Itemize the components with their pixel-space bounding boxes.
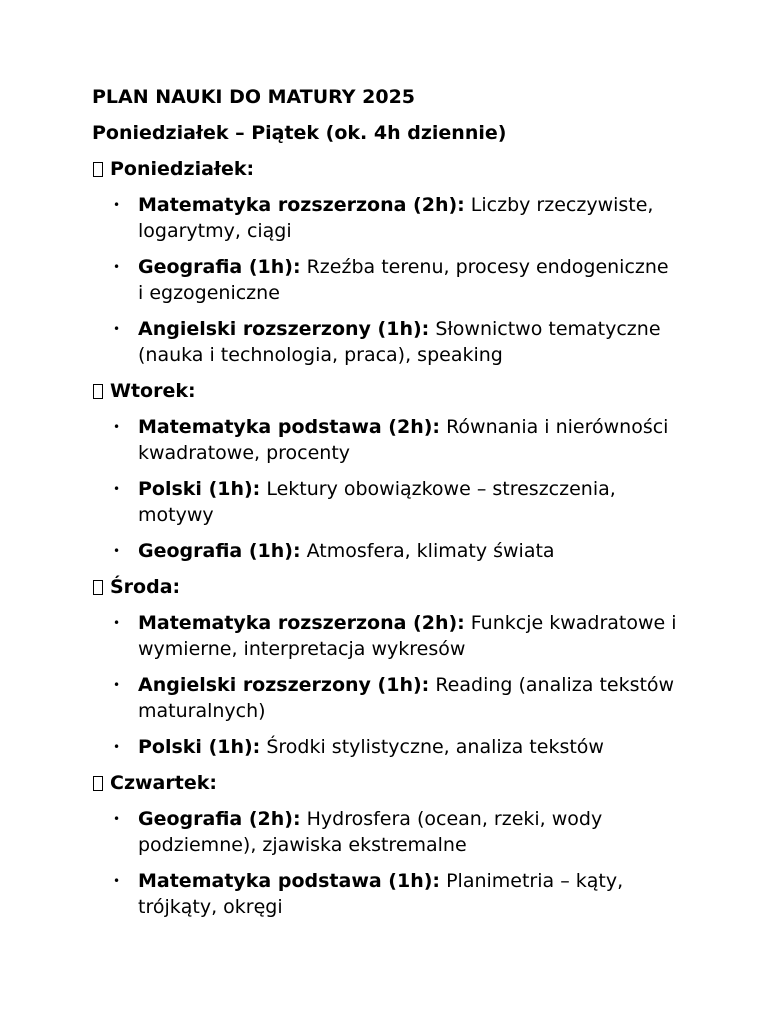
document-subtitle: Poniedziałek – Piątek (ok. 4h dziennie) <box>92 122 507 144</box>
day-heading <box>92 378 692 404</box>
day-heading <box>92 156 692 182</box>
document-page <box>92 84 692 930</box>
bullet-icon: • <box>113 198 121 212</box>
task-topic: Planimetria – kąty, trójkąty, okręgi <box>138 870 624 918</box>
task-subject: Matematyka rozszerzona (2h): <box>138 194 465 216</box>
day-section <box>92 378 692 564</box>
task-subject: Geografia (1h): <box>138 540 301 562</box>
task-subject: Matematyka podstawa (1h): <box>138 870 441 892</box>
bullet-icon: • <box>113 544 121 558</box>
day-name: Poniedziałek: <box>110 158 255 180</box>
task-item <box>92 316 678 368</box>
day-name: Środa: <box>110 576 181 598</box>
task-item <box>92 476 678 528</box>
day-section <box>92 574 692 760</box>
missing-glyph-icon <box>93 384 103 399</box>
task-topic: Równania i nierówności kwadratowe, procenty <box>138 416 669 464</box>
day-name: Wtorek: <box>110 380 196 402</box>
task-topic: Środki stylistyczne, analiza tekstów <box>266 736 604 758</box>
document-title: PLAN NAUKI DO MATURY 2025 <box>92 86 416 108</box>
task-subject: Polski (1h): <box>138 478 261 500</box>
bullet-icon: • <box>113 812 121 826</box>
task-topic: Funkcje kwadratowe i wymierne, interpretacja wykresów <box>138 612 677 660</box>
task-topic: Rzeźba terenu, procesy endogeniczne i egzogeniczne <box>138 256 669 304</box>
task-subject: Geografia (2h): <box>138 808 301 830</box>
task-item <box>92 254 678 306</box>
task-topic: Atmosfera, klimaty świata <box>306 540 555 562</box>
task-topic: Hydrosfera (ocean, rzeki, wody podziemne), zjawiska ekstremalne <box>138 808 603 856</box>
day-heading <box>92 770 692 796</box>
task-subject: Matematyka rozszerzona (2h): <box>138 612 465 634</box>
bullet-icon: • <box>113 874 121 888</box>
day-name: Czwartek: <box>110 772 217 794</box>
task-item <box>92 672 678 724</box>
day-heading <box>92 574 692 600</box>
task-item <box>92 868 678 920</box>
bullet-icon: • <box>113 678 121 692</box>
task-item <box>92 538 678 564</box>
task-item <box>92 806 678 858</box>
task-topic: Liczby rzeczywiste, logarytmy, ciągi <box>138 194 654 242</box>
bullet-icon: • <box>113 616 121 630</box>
task-topic: Lektury obowiązkowe – streszczenia, motywy <box>138 478 616 526</box>
day-section <box>92 156 692 368</box>
task-subject: Matematyka podstawa (2h): <box>138 416 441 438</box>
bullet-icon: • <box>113 420 121 434</box>
task-topic: Słownictwo tematyczne (nauka i technologia, praca), speaking <box>138 318 661 366</box>
days-container <box>92 156 692 920</box>
task-item <box>92 414 678 466</box>
task-subject: Angielski rozszerzony (1h): <box>138 318 430 340</box>
task-list <box>92 610 692 760</box>
task-item <box>92 192 678 244</box>
task-item <box>92 734 678 760</box>
task-list <box>92 806 692 920</box>
missing-glyph-icon <box>93 162 103 177</box>
bullet-icon: • <box>113 260 121 274</box>
task-list <box>92 192 692 368</box>
task-list <box>92 414 692 564</box>
task-subject: Polski (1h): <box>138 736 261 758</box>
missing-glyph-icon <box>93 776 103 791</box>
task-subject: Geografia (1h): <box>138 256 301 278</box>
task-topic: Reading (analiza tekstów maturalnych) <box>138 674 675 722</box>
task-subject: Angielski rozszerzony (1h): <box>138 674 430 696</box>
bullet-icon: • <box>113 322 121 336</box>
day-section <box>92 770 692 920</box>
task-item <box>92 610 678 662</box>
bullet-icon: • <box>113 740 121 754</box>
missing-glyph-icon <box>93 580 103 595</box>
bullet-icon: • <box>113 482 121 496</box>
